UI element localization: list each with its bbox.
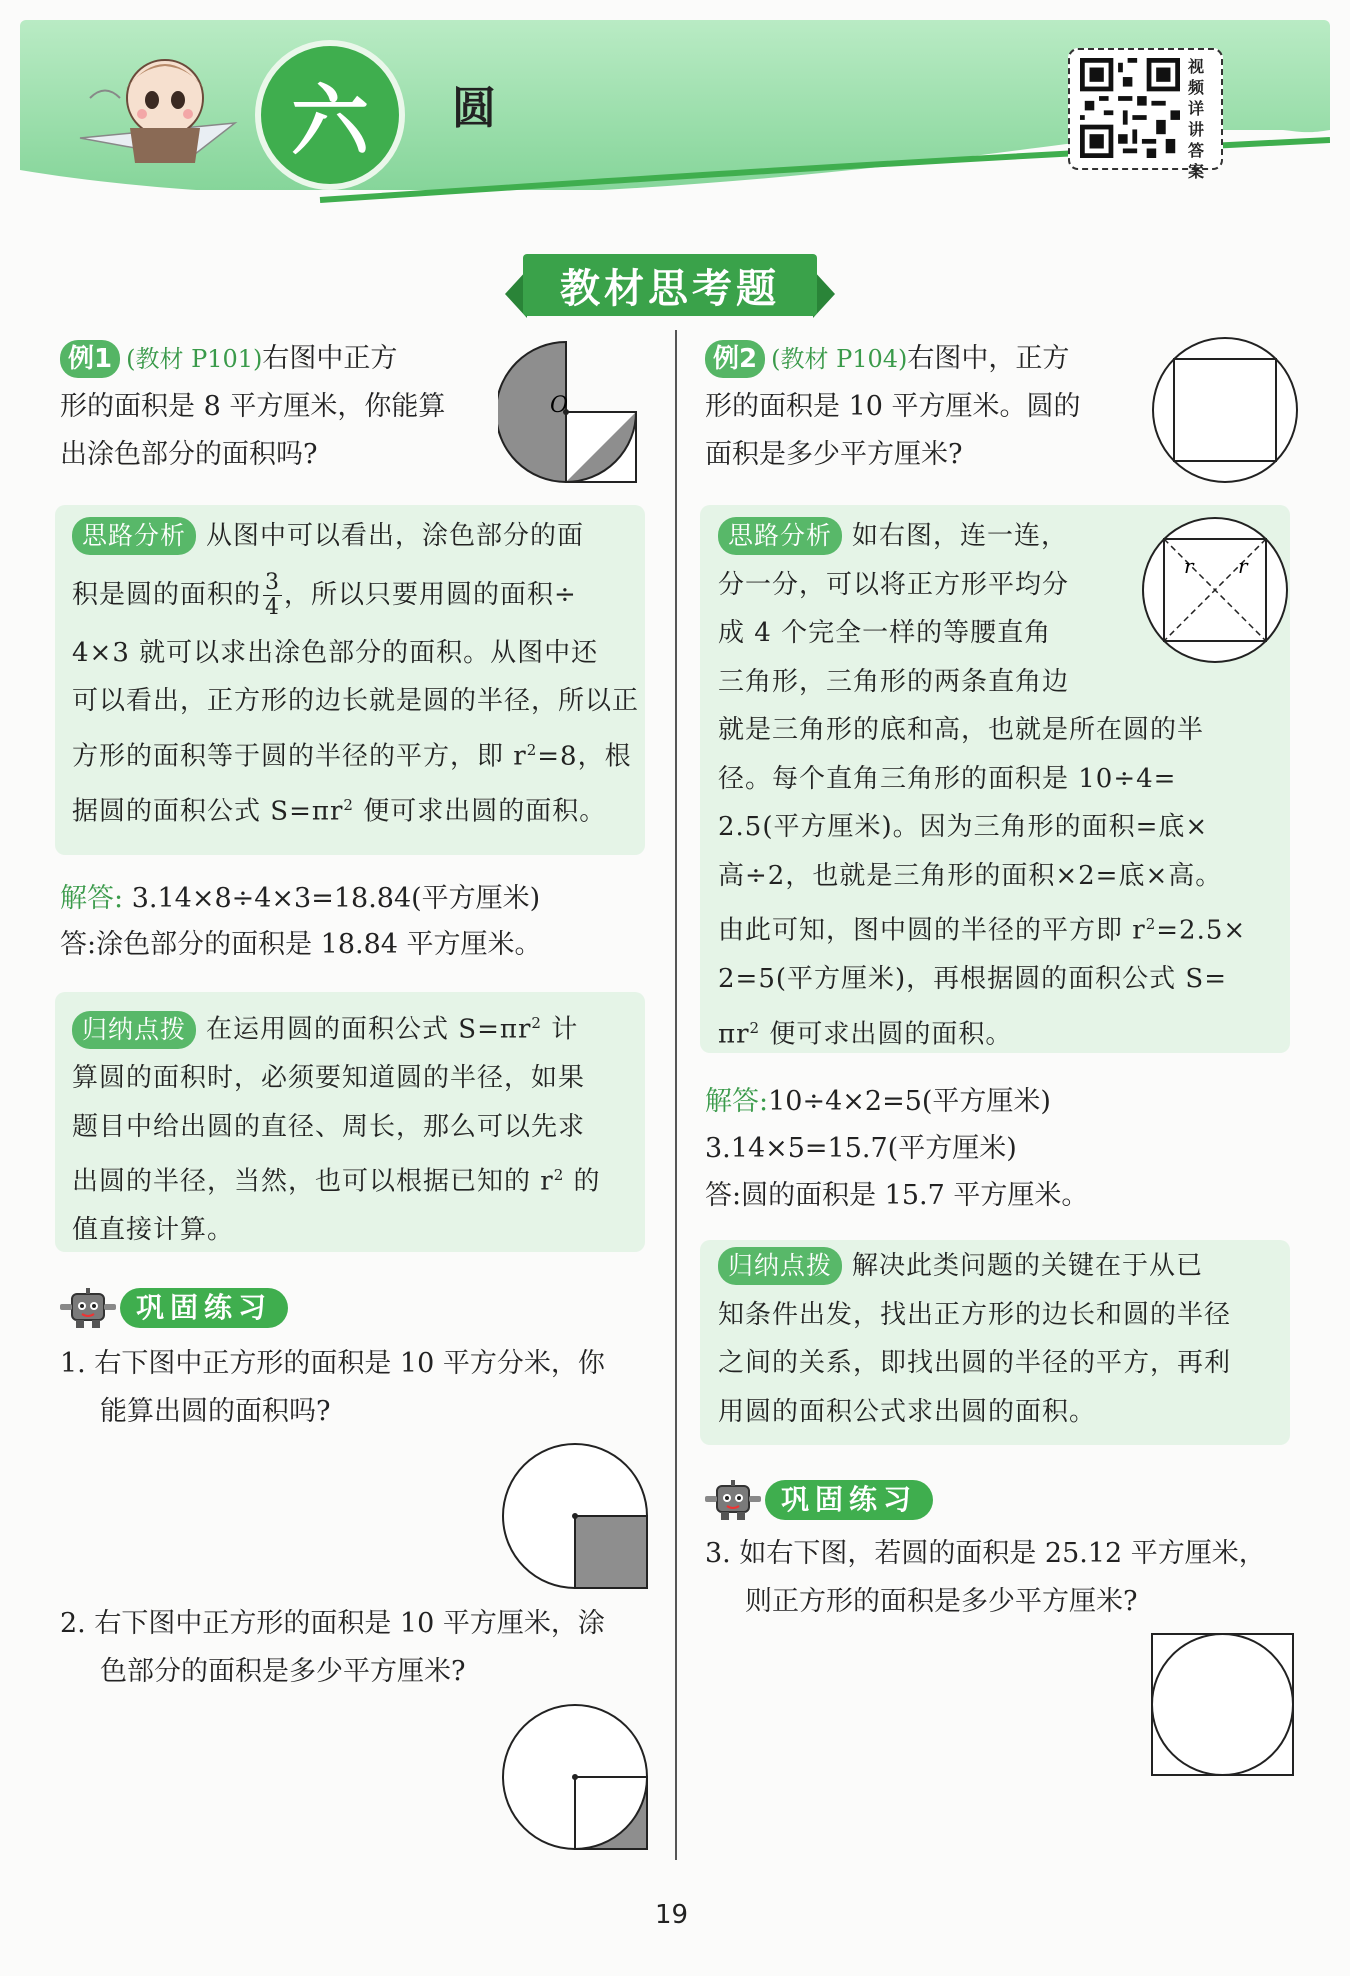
practice1-title: 巩固练习 [120,1288,288,1328]
question3-figure [1150,1632,1295,1777]
example2-figure [1150,335,1300,485]
chapter-number: 六 [290,77,369,167]
example1-analysis-text6a: 据圆的面积公式 S=πr [72,796,344,827]
q1-line1: 1. 右下图中正方形的面积是 10 平方分米，你 [60,1348,605,1379]
example1-source: (教材 P101) [126,345,263,373]
example2-analysis-line1 [718,512,1278,561]
practice1-header [58,1286,318,1330]
example1-summary-line1 [72,999,642,1054]
example2-text-2: 形的面积是 10 平方厘米。圆的 [705,391,1081,422]
example2-answer-line2: 3.14×5=15.7(平方厘米) [705,1133,1017,1164]
example1-summary-text1a: 在运用圆的面积公式 S=πr [206,1014,532,1045]
example1-answer-line2: 答:涂色部分的面积是 18.84 平方厘米。 [60,929,542,960]
example1-analysis-line3: 4×3 就可以求出涂色部分的面积。从图中还 [72,637,599,668]
q3-line2: 则正方形的面积是多少平方厘米? [745,1586,1138,1617]
example2-summary [718,1242,1278,1436]
example1-analysis-text5a: 方形的面积等于圆的半径的平方，即 r [72,741,527,772]
q1-line2: 能算出圆的面积吗? [100,1396,331,1427]
example1-analysis-line5 [72,726,642,781]
example2-analysis-text9b: =2.5× [1156,915,1247,946]
example1-analysis-line4: 可以看出，正方形的边长就是圆的半径，所以正 [72,686,640,716]
qr-code-panel[interactable] [1068,48,1223,181]
example2-summary-text1: 解决此类问题的关键在于从已 [852,1251,1204,1281]
example1-analysis-text2b: ，所以只要用圆的面积÷ [284,579,577,610]
practice2-title: 巩固练习 [765,1480,933,1520]
example2-source: (教材 P104) [771,345,908,373]
example1-analysis-tag: 思路分析 [72,517,196,555]
superscript-2: 2 [553,1166,565,1185]
example1-center-label: O [550,393,569,418]
practice1-question1 [60,1340,660,1436]
example1-answer-label: 解答: [60,883,124,914]
example1-tag: 例1 [60,340,120,378]
question2-figure [500,1702,650,1852]
example2-analysis [718,512,1278,1059]
q3-line1: 3. 如右下图，若圆的面积是 25.12 平方厘米， [705,1538,1266,1569]
section-title: 教材思考题 [523,254,817,316]
example2-answer-line3: 答:圆的面积是 15.7 平方厘米。 [705,1180,1089,1211]
example1-analysis [72,512,642,836]
mascot-pilot-illustration [70,28,245,178]
example1-analysis-line1 [72,512,642,561]
practice2-header [703,1478,963,1522]
example2-analysis-text11b: 便可求出圆的面积。 [760,1019,1013,1050]
example1-figure [498,340,658,490]
example1-analysis-text5b: =8，根 [537,741,632,772]
example1-text-3: 出涂色部分的面积吗? [60,439,318,470]
example2-analysis-line3: 成 4 个完全一样的等腰直角 [718,618,1052,648]
example2-question [705,335,1145,479]
radius-label-right: r [1238,554,1248,578]
example1-analysis-text2a: 积是圆的面积的 [72,579,262,610]
example2-analysis-line7: 2.5(平方厘米)。因为三角形的面积=底× [718,812,1209,842]
example2-analysis-line8: 高÷2，也就是三角形的面积×2=底×高。 [718,860,1223,891]
example2-summary-line3: 之间的关系，即找出圆的半径的平方，再利 [718,1348,1232,1378]
example2-analysis-text11a: πr [718,1019,750,1050]
example1-analysis-text1: 从图中可以看出，涂色部分的面 [206,521,585,551]
example1-text-2: 形的面积是 8 平方厘米，你能算 [60,391,446,422]
example1-text-1: 右图中正方 [262,343,398,374]
example1-summary-text1b: 计 [541,1014,579,1045]
example2-analysis-text1: 如右图，连一连， [852,521,1069,551]
example1-analysis-line2 [72,561,642,629]
example2-text-3: 面积是多少平方厘米? [705,439,963,470]
example2-analysis-tag: 思路分析 [718,517,842,555]
column-divider [675,330,677,1860]
radius-label-left: r [1184,554,1194,578]
example1-analysis-line6 [72,781,642,836]
example2-analysis-text9a: 由此可知，图中圆的半径的平方即 r [718,915,1146,946]
example1-summary-tag: 归纳点拨 [72,1011,196,1049]
example2-summary-line4: 用圆的面积公式求出圆的面积。 [718,1396,1097,1427]
example1-answer-text1: 3.14×8÷4×3=18.84(平方厘米) [131,883,541,914]
example1-answer [60,876,650,968]
example2-analysis-line2: 分一分，可以将正方形平均分 [718,569,1070,600]
robot-mascot-icon [703,1478,763,1522]
practice2-question3 [705,1530,1305,1626]
example2-text-1: 右图中，正方 [907,343,1070,374]
example2-answer-text1: 10÷4×2=5(平方厘米) [768,1086,1051,1117]
example1-summary-line3: 题目中给出圆的直径、周长，那么可以先求 [72,1111,586,1142]
question1-figure [498,1440,653,1590]
superscript-2: 2 [526,740,538,759]
q2-line2: 色部分的面积是多少平方厘米? [100,1656,466,1687]
example1-summary-text4a: 出圆的半径，当然，也可以根据已知的 r [72,1166,554,1197]
example1-summary-line4 [72,1151,642,1206]
example1-fraction [263,571,282,620]
example2-analysis-line4: 三角形，三角形的两条直角边 [718,666,1070,697]
example1-summary-line5: 值直接计算。 [72,1215,235,1246]
page-number: 19 [655,1900,689,1930]
fraction-denominator: 4 [265,595,281,620]
superscript-2: 2 [1145,915,1157,933]
practice1-question2 [60,1600,660,1696]
superscript-2: 2 [749,1018,761,1037]
example2-summary-tag: 归纳点拨 [718,1247,842,1285]
q2-line1: 2. 右下图中正方形的面积是 10 平方厘米，涂 [60,1608,605,1639]
example2-analysis-line10: 2=5(平方厘米)，再根据圆的面积公式 S= [718,964,1228,995]
example2-analysis-line5: 就是三角形的底和高，也就是所在圆的半 [718,715,1205,745]
qr-caption: 视频详讲答案 [1188,57,1205,181]
qr-code-icon[interactable] [1080,58,1180,158]
chapter-number-badge [255,40,405,190]
chapter-title: 圆 [452,83,496,134]
example1-analysis-text6b: 便可求出圆的面积。 [353,796,607,827]
example2-summary-line1 [718,1242,1278,1291]
example2-answer-label: 解答: [705,1086,769,1117]
fraction-numerator: 3 [265,570,281,595]
example1-summary-text4b: 的 [564,1166,601,1197]
example1-summary [72,999,642,1255]
example2-answer [705,1078,1285,1219]
example1-question [60,335,500,479]
section-banner [505,250,835,320]
example2-analysis-line9 [718,900,1278,955]
example2-answer-line1 [705,1078,1285,1125]
example1-answer-line1 [60,876,650,922]
example2-tag: 例2 [705,340,765,378]
example1-summary-line2: 算圆的面积时，必须要知道圆的半径，如果 [72,1063,586,1094]
example2-summary-line2: 知条件出发，找出正方形的边长和圆的半径 [718,1299,1232,1330]
example1-line1 [60,335,500,383]
superscript-2: 2 [343,795,354,814]
example2-analysis-line6: 径。每个直角三角形的面积是 10÷4= [718,763,1177,794]
example2-analysis-line11 [718,1004,1278,1059]
superscript-2: 2 [531,1014,542,1032]
robot-mascot-icon [58,1286,118,1330]
example2-line1 [705,335,1145,383]
